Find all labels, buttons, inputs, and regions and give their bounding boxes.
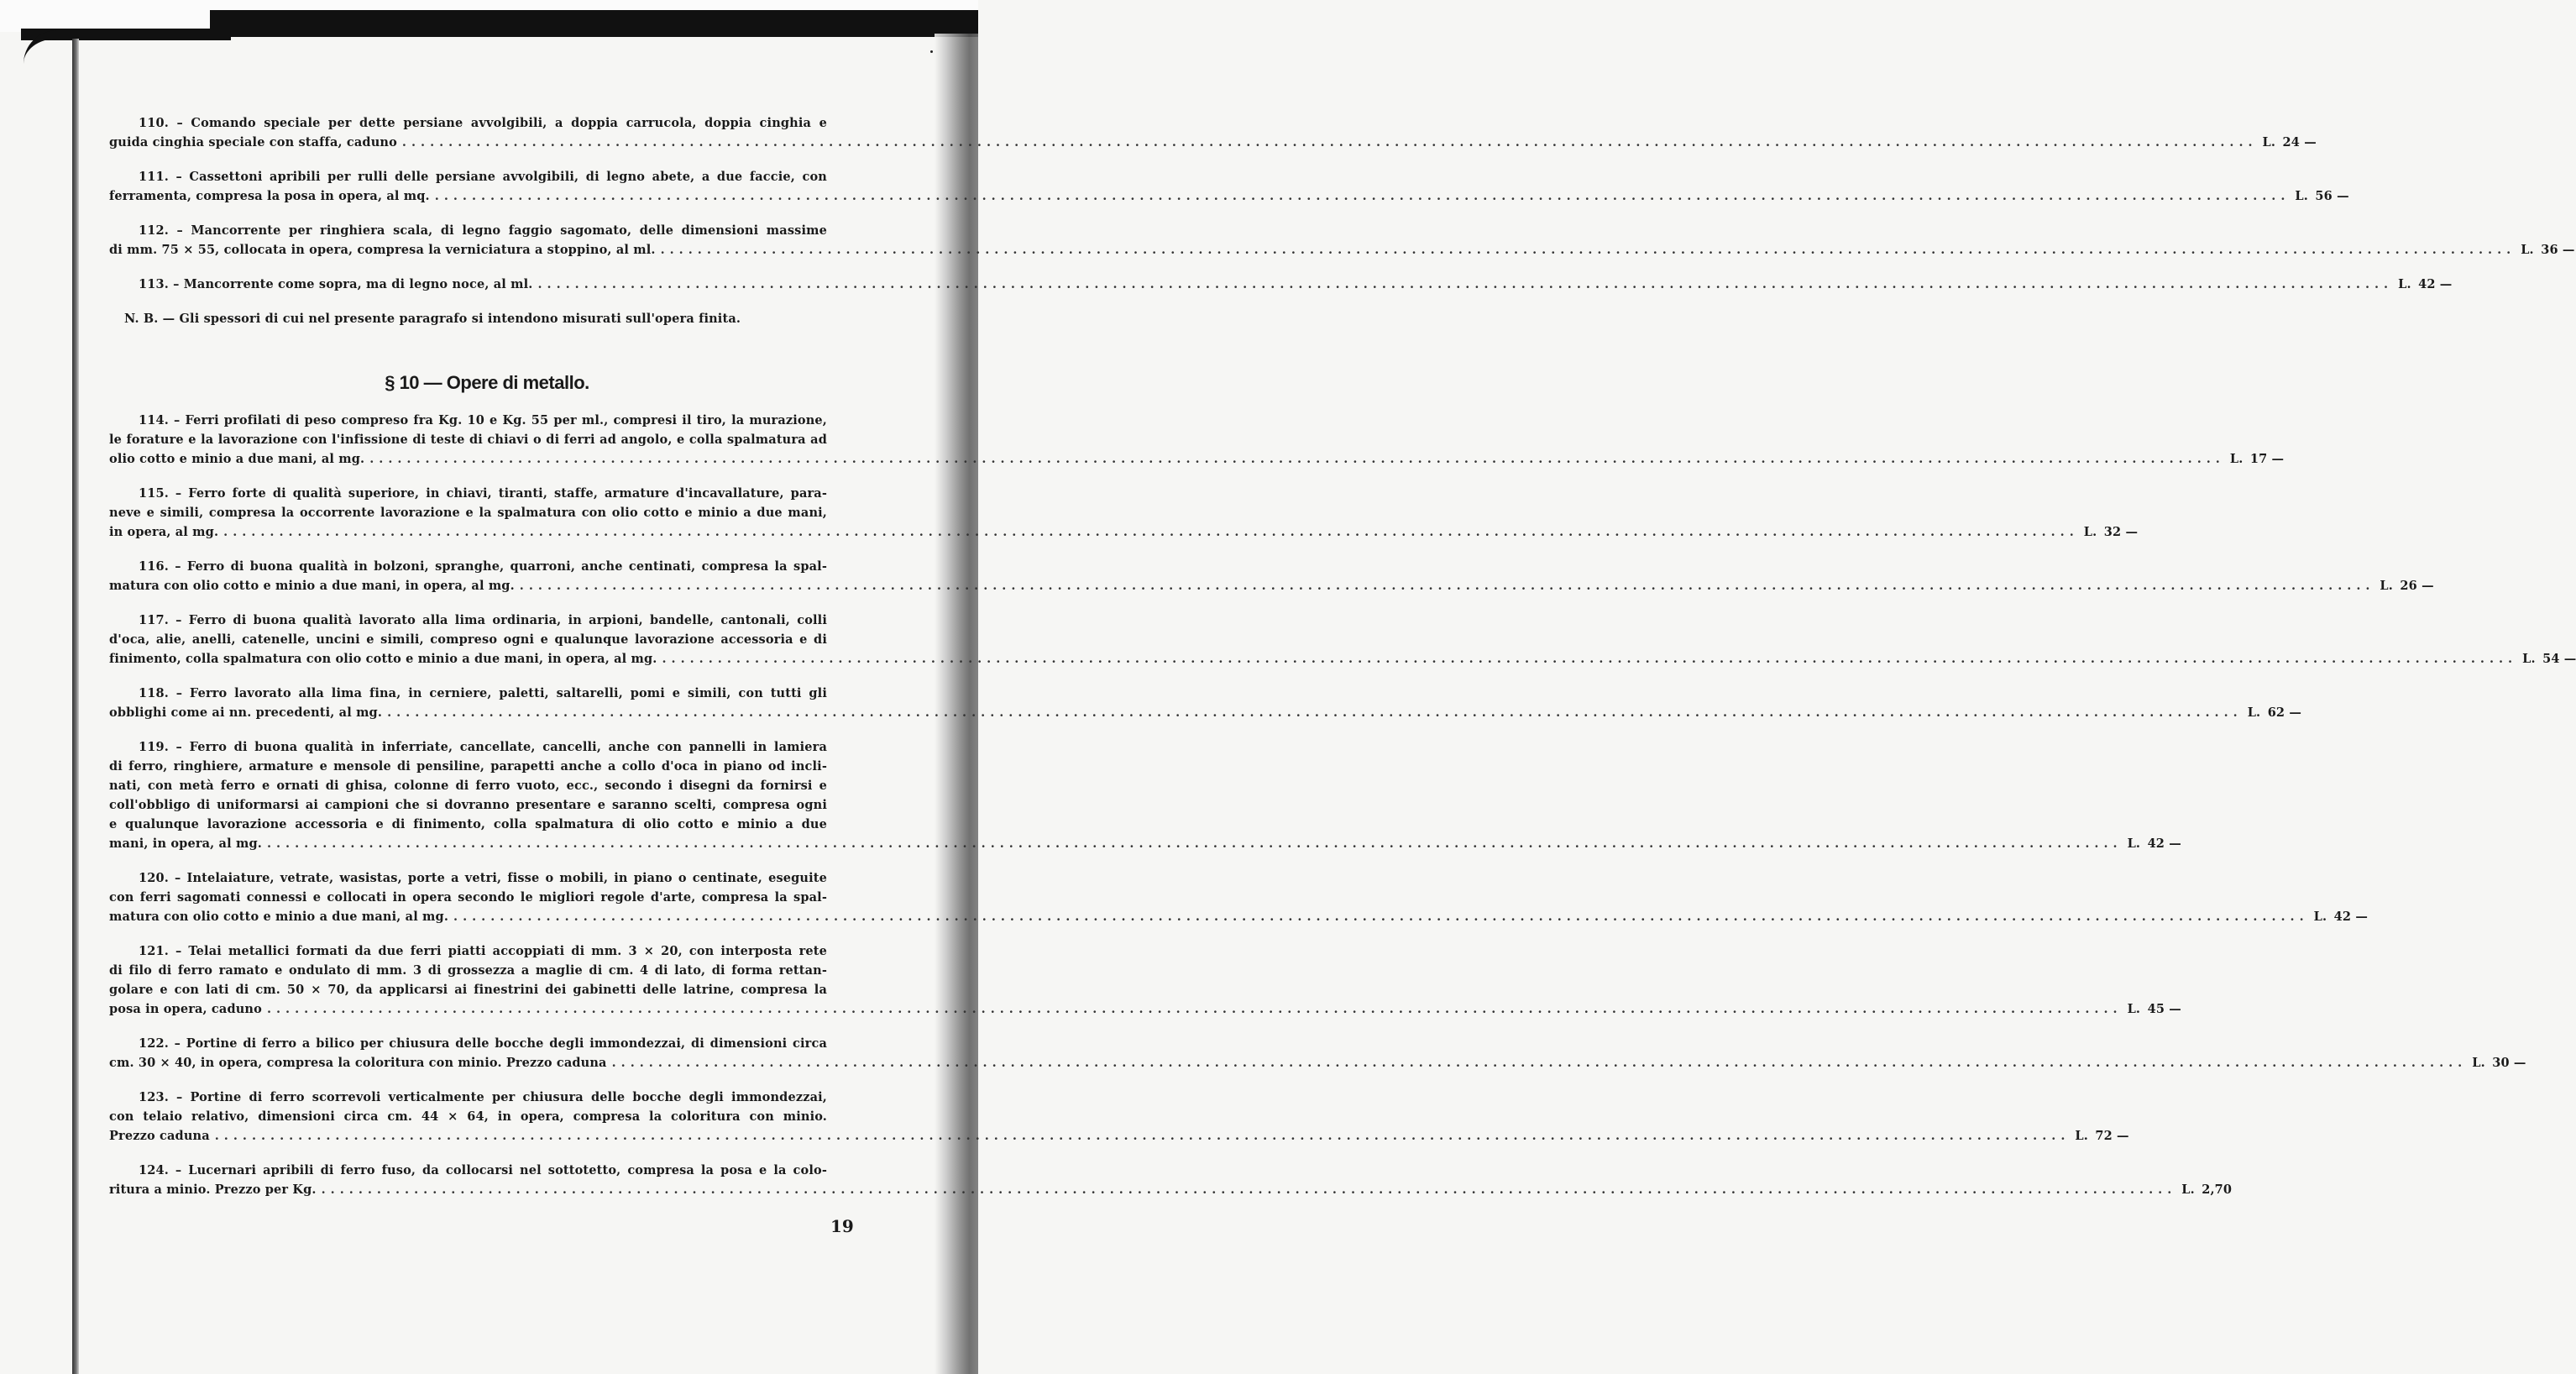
entry-text: 119. – Ferro di buona qualità in inferriate, cancellate, cancelli, anche con pannelli in lamiera — [139, 740, 827, 754]
currency-label: L. — [2075, 1129, 2088, 1143]
entry-text: 112. – Mancorrente per ringhiera scala, di legno faggio sagomato, delle dimensioni massime — [139, 223, 827, 238]
entry-text: con ferri sagomati connessi e collocati in opera secondo le migliori regole d'arte, compresa la spal- — [109, 890, 827, 905]
leader-dots: ........................................................................................................................................................................................................ — [401, 135, 2258, 149]
price-amount: 56 — — [2315, 189, 2349, 203]
entry-text: 116. – Ferro di buona qualità in bolzoni, spranghe, quarroni, anche centinati, compresa la spal- — [139, 559, 827, 574]
entry-text-line — [109, 1034, 865, 1053]
leader-dots: ........................................................................................................................................................................................................ — [453, 910, 2309, 924]
price-amount: 36 — — [2541, 243, 2575, 257]
entry-text: cm. 30 × 40, in opera, compresa la coloritura con minio. Prezzo caduna — [109, 1056, 607, 1070]
entry-last-line — [109, 186, 2349, 206]
entry-last-line — [109, 1126, 2129, 1146]
entry-text-line — [109, 503, 865, 522]
entry-text: 110. – Comando speciale per dette persiane avvolgibili, a doppia carrucola, doppia cinghia e — [139, 116, 827, 130]
currency-label: L. — [2127, 836, 2141, 851]
entry-text: 124. – Lucernari apribili di ferro fuso, da collocarsi nel sottotetto, compresa la posa e la colo- — [139, 1163, 827, 1177]
price-amount: 62 — — [2267, 705, 2302, 720]
entry-price — [2263, 133, 2317, 152]
entry-text: golare e con lati di cm. 50 × 70, da applicarsi ai finestrini dei gabinetti delle latrine, compresa la — [109, 983, 827, 997]
entry-last-line — [109, 576, 2434, 595]
page-number: 19 — [830, 1216, 854, 1236]
entry-last-line — [109, 275, 2453, 294]
note-line — [109, 309, 865, 328]
entry-text-line — [109, 941, 865, 961]
currency-label: L. — [2398, 277, 2411, 291]
entry-text-line — [109, 737, 865, 757]
entry-text: 120. – Intelaiature, vetrate, wasistas, porte a vetri, fisse o mobili, in piano o centinate, eseguite — [139, 871, 827, 885]
entry-text: Prezzo caduna — [109, 1129, 210, 1143]
price-entry — [109, 684, 2302, 722]
price-amount: 17 — — [2249, 452, 2285, 466]
entry-text-line — [109, 815, 865, 834]
leader-dots: ........................................................................................................................................................................................................ — [266, 836, 2123, 851]
entry-text-line — [109, 795, 865, 815]
entries-list-bottom — [109, 411, 2576, 1199]
entry-text: matura con olio cotto e minio a due mani, in opera, al mg. — [109, 579, 515, 593]
entry-last-line — [109, 449, 2285, 469]
price-amount: 2,70 — [2202, 1183, 2233, 1197]
entry-text-line — [109, 611, 865, 630]
price-entry — [109, 611, 2576, 669]
entry-text: matura con olio cotto e minio a due mani, al mg. — [109, 910, 449, 924]
leader-dots: ........................................................................................................................................................................................................ — [266, 1002, 2123, 1016]
entry-text: 113. – Mancorrente come sopra, ma di legno noce, al ml. — [139, 277, 533, 291]
currency-label: L. — [2295, 189, 2308, 203]
currency-label: L. — [2521, 243, 2534, 257]
price-amount: 26 — — [2400, 579, 2434, 593]
entry-text: le forature e la lavorazione con l'infissione di teste di chiavi o di ferri ad angolo, e colla spalmatura ad — [109, 433, 827, 447]
entry-text-line — [109, 411, 865, 430]
entry-last-line — [109, 703, 2302, 722]
entry-price — [2084, 522, 2138, 542]
price-entry — [109, 484, 2139, 542]
entry-text: 122. – Portine di ferro a bilico per chiusura delle bocche degli immondezzai, di dimensioni circa — [139, 1036, 827, 1051]
leader-dots: ........................................................................................................................................................................................................ — [537, 277, 2394, 291]
entry-price — [2472, 1053, 2526, 1072]
entry-price — [2128, 834, 2181, 853]
price-entry — [109, 1161, 2233, 1199]
entry-text-line — [109, 221, 865, 240]
entry-text: ferramenta, compresa la posa in opera, al mq. — [109, 189, 430, 203]
currency-label: L. — [2313, 910, 2327, 924]
entry-price — [2248, 703, 2301, 722]
leader-dots: ........................................................................................................................................................................................................ — [611, 1056, 2468, 1070]
entry-text: 114. – Ferri profilati di peso compreso fra Kg. 10 e Kg. 55 per ml., compresi il tiro, la murazione, — [139, 413, 827, 427]
entry-price — [2230, 449, 2284, 469]
entry-last-line — [109, 522, 2139, 542]
entry-text-line — [109, 630, 865, 649]
price-entry — [109, 557, 2434, 595]
currency-label: L. — [2181, 1183, 2195, 1197]
entry-text-line — [109, 961, 865, 980]
entry-text-line — [109, 757, 865, 776]
price-entry — [109, 868, 2368, 926]
entry-text-line — [109, 557, 865, 576]
price-amount: 72 — — [2095, 1129, 2129, 1143]
entry-text: 115. – Ferro forte di qualità superiore, in chiavi, tiranti, staffe, armature d'incavallature, para- — [139, 486, 827, 501]
price-entry — [109, 167, 2349, 206]
entry-text-line — [109, 1107, 865, 1126]
entry-text: mani, in opera, al mg. — [109, 836, 262, 851]
entry-text: 117. – Ferro di buona qualità lavorato alla lima ordinaria, in arpioni, bandelle, cantonali, colli — [139, 613, 827, 627]
entry-text-line — [109, 776, 865, 795]
entry-price — [2522, 649, 2576, 669]
leader-dots: ........................................................................................................................................................................................................ — [519, 579, 2375, 593]
entry-text: di ferro, ringhiere, armature e mensole di pensiline, parapetti anche a collo d'oca in piano od incli- — [109, 759, 827, 774]
entry-last-line — [109, 1053, 2526, 1072]
entry-text: in opera, al mg. — [109, 525, 219, 539]
price-entry — [109, 275, 2453, 294]
entry-text: 121. – Telai metallici formati da due ferri piatti accoppiati di mm. 3 × 20, con interposta rete — [139, 944, 827, 958]
price-entry — [109, 221, 2575, 260]
entry-text: finimento, colla spalmatura con olio cotto e minio a due mani, in opera, al mg. — [109, 652, 657, 666]
entry-text-line — [109, 167, 865, 186]
price-amount: 54 — — [2542, 652, 2576, 666]
price-entry — [109, 941, 2181, 1019]
currency-label: L. — [2262, 135, 2276, 149]
price-amount: 30 — — [2492, 1056, 2526, 1070]
entry-text: coll'obbligo di uniformarsi ai campioni che si dovranno presentare e saranno scelti, compresa ogni — [109, 798, 827, 812]
entry-text: di mm. 75 × 55, collocata in opera, compresa la verniciatura a stoppino, al ml. — [109, 243, 656, 257]
entry-text: ritura a minio. Prezzo per Kg. — [109, 1183, 317, 1197]
currency-label: L. — [2472, 1056, 2485, 1070]
entry-text-line — [109, 1088, 865, 1107]
entry-price — [2181, 1180, 2232, 1199]
entry-last-line — [109, 649, 2576, 669]
entry-text: nati, con metà ferro e ornati di ghisa, colonne di ferro vuoto, ecc., secondo i disegni da fornirsi e — [109, 779, 827, 793]
entry-text: 111. – Cassettoni apribili per rulli delle persiane avvolgibili, di legno abete, a due faccie, con — [139, 170, 827, 184]
entry-price — [2398, 275, 2452, 294]
price-amount: 42 — — [2333, 910, 2368, 924]
currency-label: L. — [2247, 705, 2261, 720]
entry-text-line — [109, 980, 865, 999]
entry-price — [2075, 1126, 2128, 1146]
entry-last-line — [109, 133, 2317, 152]
entry-text: guida cinghia speciale con staffa, caduno — [109, 135, 397, 149]
price-entry — [109, 1034, 2526, 1072]
price-amount: 32 — — [2103, 525, 2139, 539]
page-content — [109, 113, 2576, 1214]
price-entry — [109, 411, 2285, 469]
currency-label: L. — [2522, 652, 2536, 666]
entry-text: olio cotto e minio a due mani, al mg. — [109, 452, 365, 466]
entry-text: posa in opera, caduno — [109, 1002, 262, 1016]
entry-text: neve e simili, compresa la occorrente lavorazione e la spalmatura con olio cotto e minio a due mani, — [109, 506, 827, 520]
leader-dots: ........................................................................................................................................................................................................ — [660, 243, 2516, 257]
page-left-edge — [72, 39, 79, 1374]
entry-text: d'oca, alie, anelli, catenelle, uncini e simili, compreso ogni e qualunque lavorazione accessoria e di — [109, 632, 827, 647]
entry-text: obblighi come ai nn. precedenti, al mg. — [109, 705, 383, 720]
price-entry — [109, 737, 2181, 853]
price-entry — [109, 1088, 2129, 1146]
price-amount: 42 — — [2147, 836, 2181, 851]
leader-dots: ........................................................................................................................................................................................................ — [223, 525, 2079, 539]
entry-last-line — [109, 999, 2181, 1019]
price-amount: 42 — — [2418, 277, 2453, 291]
note-text: N. B. — Gli spessori di cui nel presente paragrafo si intendono misurati sull'opera finita. — [124, 312, 741, 326]
entry-text-line — [109, 684, 865, 703]
leader-dots: ........................................................................................................................................................................................................ — [434, 189, 2291, 203]
currency-label: L. — [2380, 579, 2393, 593]
price-amount: 24 — — [2282, 135, 2317, 149]
leader-dots: ........................................................................................................................................................................................................ — [387, 705, 2243, 720]
currency-label: L. — [2083, 525, 2097, 539]
leader-dots: ........................................................................................................................................................................................................ — [662, 652, 2518, 666]
entry-price — [2295, 186, 2348, 206]
entry-text: 118. – Ferro lavorato alla lima fina, in cerniere, paletti, saltarelli, pomi e simili, con tutti gli — [139, 686, 827, 700]
leader-dots: ........................................................................................................................................................................................................ — [214, 1129, 2071, 1143]
section-title: § 10 — Opere di metallo. — [385, 372, 589, 393]
currency-label: L. — [2229, 452, 2244, 466]
entry-text-line — [109, 430, 865, 449]
entry-text-line — [109, 484, 865, 503]
entry-price — [2380, 576, 2433, 595]
scan-speck — [930, 50, 933, 53]
entries-list-top — [109, 113, 2575, 294]
entry-text-line — [109, 868, 865, 888]
price-entry — [109, 113, 2317, 152]
entry-last-line — [109, 240, 2575, 260]
entry-text: e qualunque lavorazione accessoria e di finimento, colla spalmatura di olio cotto e minio a due — [109, 817, 827, 831]
entry-text-line — [109, 888, 865, 907]
entry-text-line — [109, 113, 865, 133]
entry-last-line — [109, 907, 2368, 926]
entry-text: di filo di ferro ramato e ondulato di mm. 3 di grossezza a maglie di cm. 4 di lato, di forma rettan- — [109, 963, 827, 978]
leader-dots: ........................................................................................................................................................................................................ — [369, 452, 2225, 466]
entry-text-line — [109, 1161, 865, 1180]
entry-last-line — [109, 1180, 2233, 1199]
currency-label: L. — [2127, 1002, 2141, 1016]
entry-text: con telaio relativo, dimensioni circa cm. 44 × 64, in opera, compresa la coloritura con minio. — [109, 1109, 827, 1124]
price-amount: 45 — — [2147, 1002, 2181, 1016]
entry-price — [2128, 999, 2181, 1019]
entry-last-line — [109, 834, 2181, 853]
entry-price — [2521, 240, 2574, 260]
entry-price — [2314, 907, 2368, 926]
scan-dark-edge — [210, 10, 978, 37]
entry-text: 123. – Portine di ferro scorrevoli verticalmente per chiusura delle bocche degli immondezzai, — [139, 1090, 827, 1104]
leader-dots: ........................................................................................................................................................................................................ — [321, 1183, 2177, 1197]
